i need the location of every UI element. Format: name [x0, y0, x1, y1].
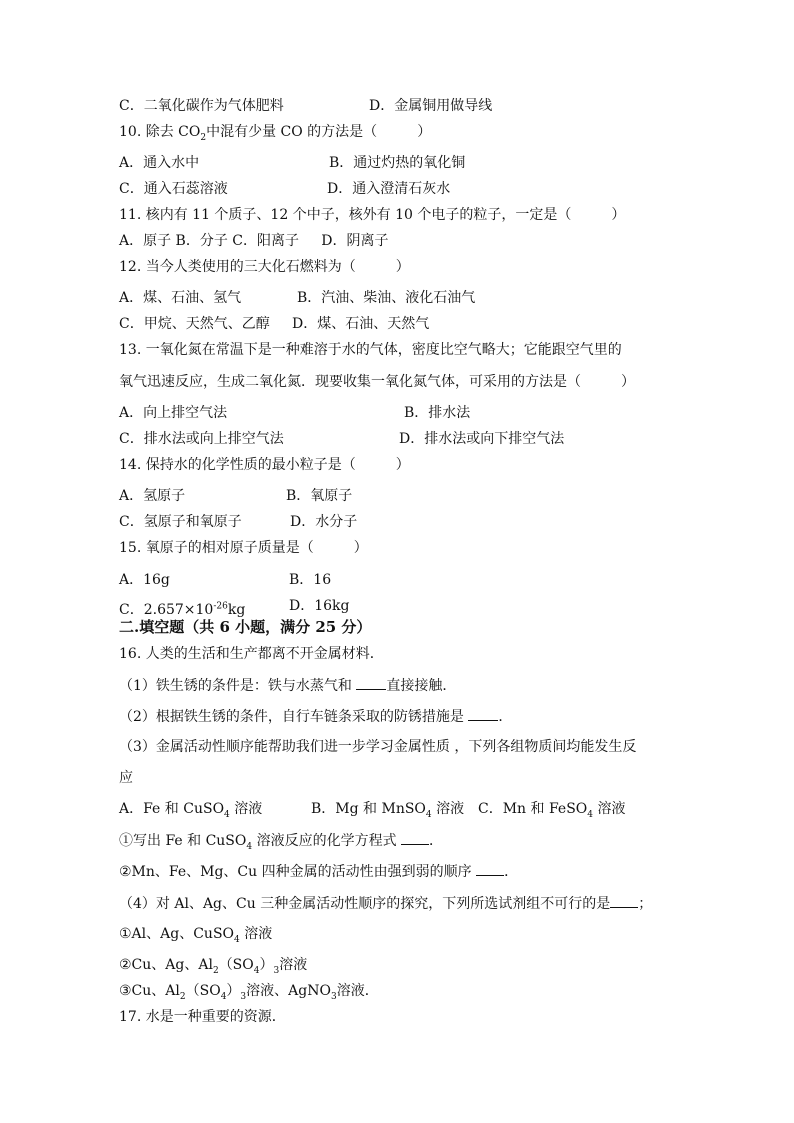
- question-11: 11. 核内有 11 个质子、12 个中子，核外有 10 个电子的粒子，一定是（ ）: [119, 207, 626, 223]
- option-d: D．金属铜用做导线: [369, 98, 493, 114]
- option-d: D．煤、石油、天然气: [292, 316, 430, 332]
- question-15: 15. 氧原子的相对原子质量是（ ）: [119, 540, 368, 556]
- q9-options-cd: [119, 98, 493, 114]
- q16-part4-opt1: ①Al、Ag、CuSO$_4$ 溶液: [119, 926, 273, 945]
- answer-blank[interactable]: [476, 863, 504, 876]
- option-a: A．氢原子: [119, 488, 186, 504]
- option-a: A．向上排空气法: [119, 405, 228, 421]
- q16-part4: （4）对 Al、Ag、Cu 三种金属活动性顺序的探究，下列所选试剂组不可行的是 ；: [119, 896, 653, 912]
- question-17: 17. 水是一种重要的资源．: [119, 1009, 286, 1025]
- option-d: D．排水法或向下排空气法: [399, 431, 565, 447]
- q15-options-ab: [119, 572, 332, 588]
- q10-options-ab: [119, 155, 466, 171]
- option-a: A．16g: [119, 572, 170, 588]
- q13-options-cd: [119, 431, 565, 447]
- option-b: B．16: [289, 572, 332, 588]
- answer-blank[interactable]: [610, 895, 638, 908]
- q12-options-ab: [119, 290, 476, 306]
- question-14: 14. 保持水的化学性质的最小粒子是（ ）: [119, 457, 410, 473]
- q16-part2: （2）根据铁生锈的条件，自行车链条采取的防锈措施是 ．: [119, 709, 513, 725]
- option-b: B．氧原子: [286, 488, 353, 504]
- option-c: C．甲烷、天然气、乙醇: [119, 316, 270, 332]
- q16-part3-line1: （3）金属活动性顺序能帮助我们进一步学习金属性质 ，下列各组物质间均能发生反: [119, 739, 637, 755]
- option-c: C．Mn 和 FeSO$_4$ 溶液: [478, 801, 626, 820]
- option-a: A．通入水中: [119, 155, 200, 171]
- q13-options-ab: [119, 405, 471, 421]
- q15-options-cd: [119, 598, 350, 618]
- q10-options-cd: [119, 181, 451, 197]
- option-c: C．通入石蕊溶液: [119, 181, 228, 197]
- question-16-intro: 16. 人类的生活和生产都离不开金属材料．: [119, 646, 384, 662]
- q11-options: A．原子 B．分子 C．阳离子 D．阴离子: [119, 233, 389, 249]
- answer-blank[interactable]: [401, 832, 429, 845]
- q16-part3-options: [119, 801, 626, 823]
- q16-part4-opt3: ③Cu、$Al_2(SO_4)_3$溶液、AgNO$_3$溶液．: [119, 983, 379, 1002]
- option-d: D．通入澄清石灰水: [327, 181, 451, 197]
- option-b: B．排水法: [404, 405, 471, 421]
- answer-blank[interactable]: [356, 677, 386, 690]
- option-c: C．排水法或向上排空气法: [119, 431, 284, 447]
- option-b: B．通过灼热的氧化铜: [329, 155, 466, 171]
- option-a: A．Fe 和 CuSO$_4$ 溶液: [119, 801, 263, 820]
- q14-options-ab: [119, 488, 353, 504]
- option-c: C．氢原子和氧原子: [119, 514, 242, 530]
- q16-part1: （1）铁生锈的条件是：铁与水蒸气和 直接接触．: [119, 678, 457, 694]
- q12-options-cd: [119, 316, 430, 332]
- option-b: B．Mg 和 MnSO$_4$ 溶液: [311, 801, 465, 820]
- question-13-line1: 13. 一氧化氮在常温下是一种难溶于水的气体，密度比空气略大；它能跟空气里的: [119, 342, 622, 358]
- question-10: 10. 除去 $CO_2$中混有少量 CO 的方法是（ ）: [119, 124, 432, 143]
- q16-part3-line2: 应: [119, 770, 133, 786]
- question-13-line2: 氧气迅速反应，生成二氧化氮．现要收集一氧化氮气体，可采用的方法是（ ）: [119, 374, 635, 390]
- option-d: D．水分子: [290, 514, 358, 530]
- option-c: C．$2.657\times 10^{-26}kg$: [119, 601, 246, 618]
- section-heading: 二.填空题（共 6 小题，满分 25 分）: [119, 618, 372, 636]
- q16-part3-sub2: ②Mn、Fe、Mg、Cu 四种金属的活动性由强到弱的顺序 ．: [119, 864, 519, 880]
- option-d: D．16kg: [289, 598, 350, 614]
- option-b: B．汽油、柴油、液化石油气: [297, 290, 476, 306]
- option-c: C．二氧化碳作为气体肥料: [119, 98, 284, 114]
- question-12: 12. 当今人类使用的三大化石燃料为（ ）: [119, 259, 410, 275]
- option-a: A．煤、石油、氢气: [119, 290, 242, 306]
- answer-blank[interactable]: [468, 708, 498, 721]
- q16-part4-opt2: ②Cu、Ag、$Al_2(SO_4)_3$溶液: [119, 957, 308, 976]
- q14-options-cd: [119, 514, 358, 530]
- q16-part3-sub1: ①写出 Fe 和 CuSO$_4$ 溶液反应的化学方程式 ．: [119, 833, 444, 852]
